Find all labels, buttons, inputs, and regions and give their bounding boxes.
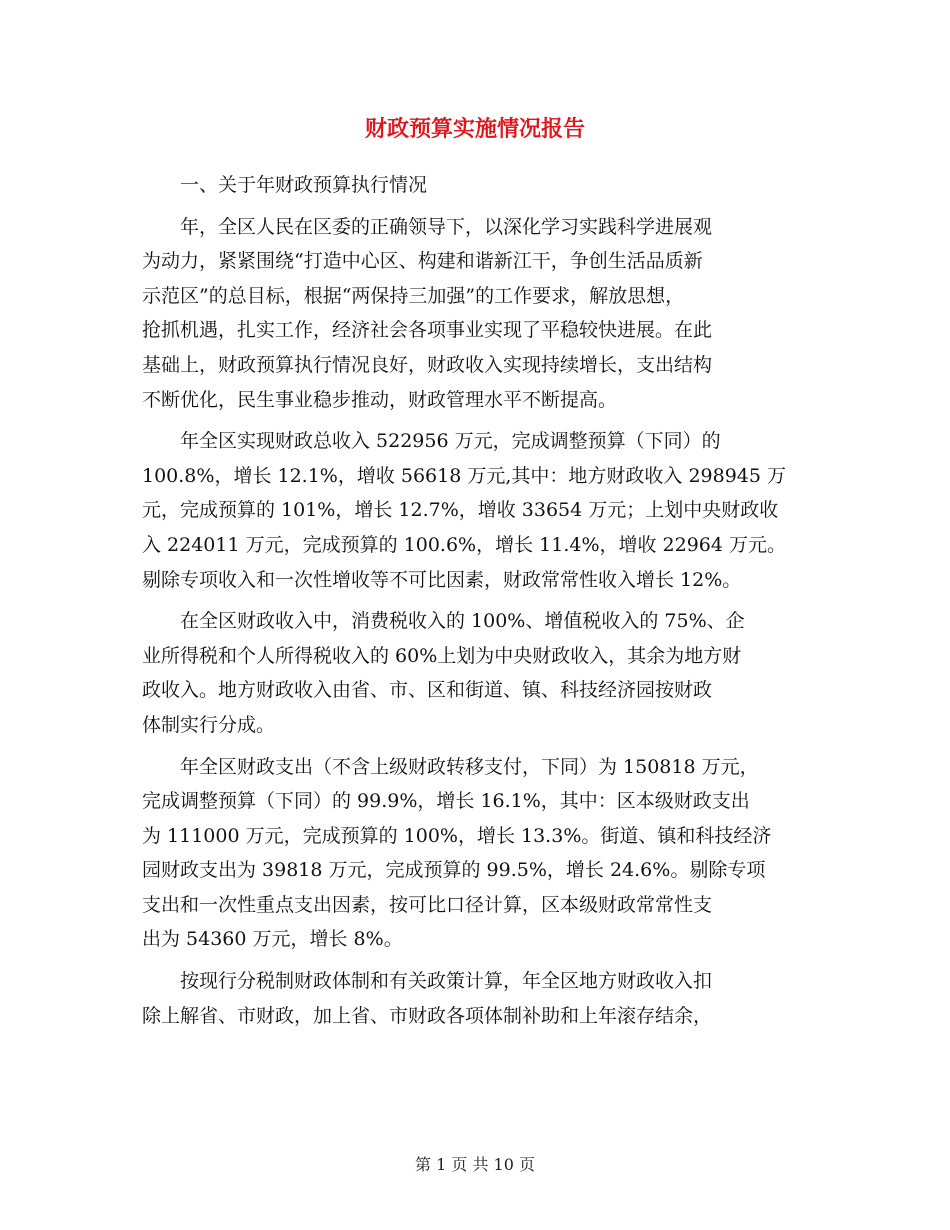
text-line: 出为 54360 万元，增长 8%。 <box>142 928 403 951</box>
text-line: 按现行分税制财政体制和有关政策计算，年全区地方财政收入扣 <box>142 970 713 993</box>
page-footer: 第 1 页 共 10 页 <box>415 1155 535 1174</box>
text-line: 除上解省、市财政，加上省、市财政各项体制补助和上年滚存结余， <box>142 1004 713 1027</box>
text-line: 体制实行分成。 <box>142 713 276 736</box>
text-line: 业所得税和个人所得税收入的 60%上划为中央财政收入，其余为地方财 <box>142 644 742 667</box>
text-line: 元，完成预算的 101%，增长 12.7%，增收 33654 万元；上划中央财政收 <box>142 499 779 522</box>
text-line: 支出和一次性重点支出因素，按可比口径计算，区本级财政常常性支 <box>142 893 713 916</box>
text-line: 为动力，紧紧围绕“打造中心区、构建和谐新江干，争创生活品质新 <box>142 250 703 273</box>
text-line: 一、关于年财政预算执行情况 <box>142 174 428 196</box>
text-line: 年全区财政支出（不含上级财政转移支付，下同）为 150818 万元， <box>142 755 759 778</box>
text-line: 基础上，财政预算执行情况良好，财政收入实现持续增长，支出结构 <box>142 353 713 376</box>
text-line: 为 111000 万元，完成预算的 100%，增长 13.3%。街道、镇和科技经济 <box>142 824 772 847</box>
paragraph <box>142 168 807 203</box>
text-line: 示范区”的总目标，根据“两保持三加强”的工作要求，解放思想， <box>142 284 685 307</box>
paragraph <box>142 750 807 958</box>
text-line: 剔除专项收入和一次性增收等不可比因素，财政常常性收入增长 12%。 <box>142 568 742 591</box>
text-line: 不断优化，民生事业稳步推动，财政管理水平不断提高。 <box>142 388 618 411</box>
text-line: 政收入。地方财政收入由省、市、区和街道、镇、科技经济园按财政 <box>142 679 713 702</box>
paragraph <box>142 604 807 742</box>
text-line: 入 224011 万元，完成预算的 100.6%，增长 11.4%，增收 22964 万元。 <box>142 533 787 556</box>
text-line: 园财政支出为 39818 万元，完成预算的 99.5%，增长 24.6%。剔除专项 <box>142 859 766 882</box>
page-title: 财政预算实施情况报告 <box>364 116 585 142</box>
text-line: 在全区财政收入中，消费税收入的 100%、增值税收入的 75%、企 <box>142 610 745 633</box>
text-line: 抢抓机遇，扎实工作，经济社会各项事业实现了平稳较快进展。在此 <box>142 319 713 342</box>
text-line: 100.8%，增长 12.1%，增收 56618 万元,其中：地方财政收入 298945 万 <box>142 464 787 487</box>
paragraph <box>142 964 807 1033</box>
paragraph <box>142 424 807 597</box>
document-body <box>142 168 807 1033</box>
text-line: 年全区实现财政总收入 522956 万元，完成调整预算（下同）的 <box>142 430 721 453</box>
text-line: 完成调整预算（下同）的 99.9%，增长 16.1%，其中：区本级财政支出 <box>142 790 750 813</box>
text-line: 年，全区人民在区委的正确领导下，以深化学习实践科学进展观 <box>142 215 713 238</box>
paragraph <box>142 210 807 418</box>
